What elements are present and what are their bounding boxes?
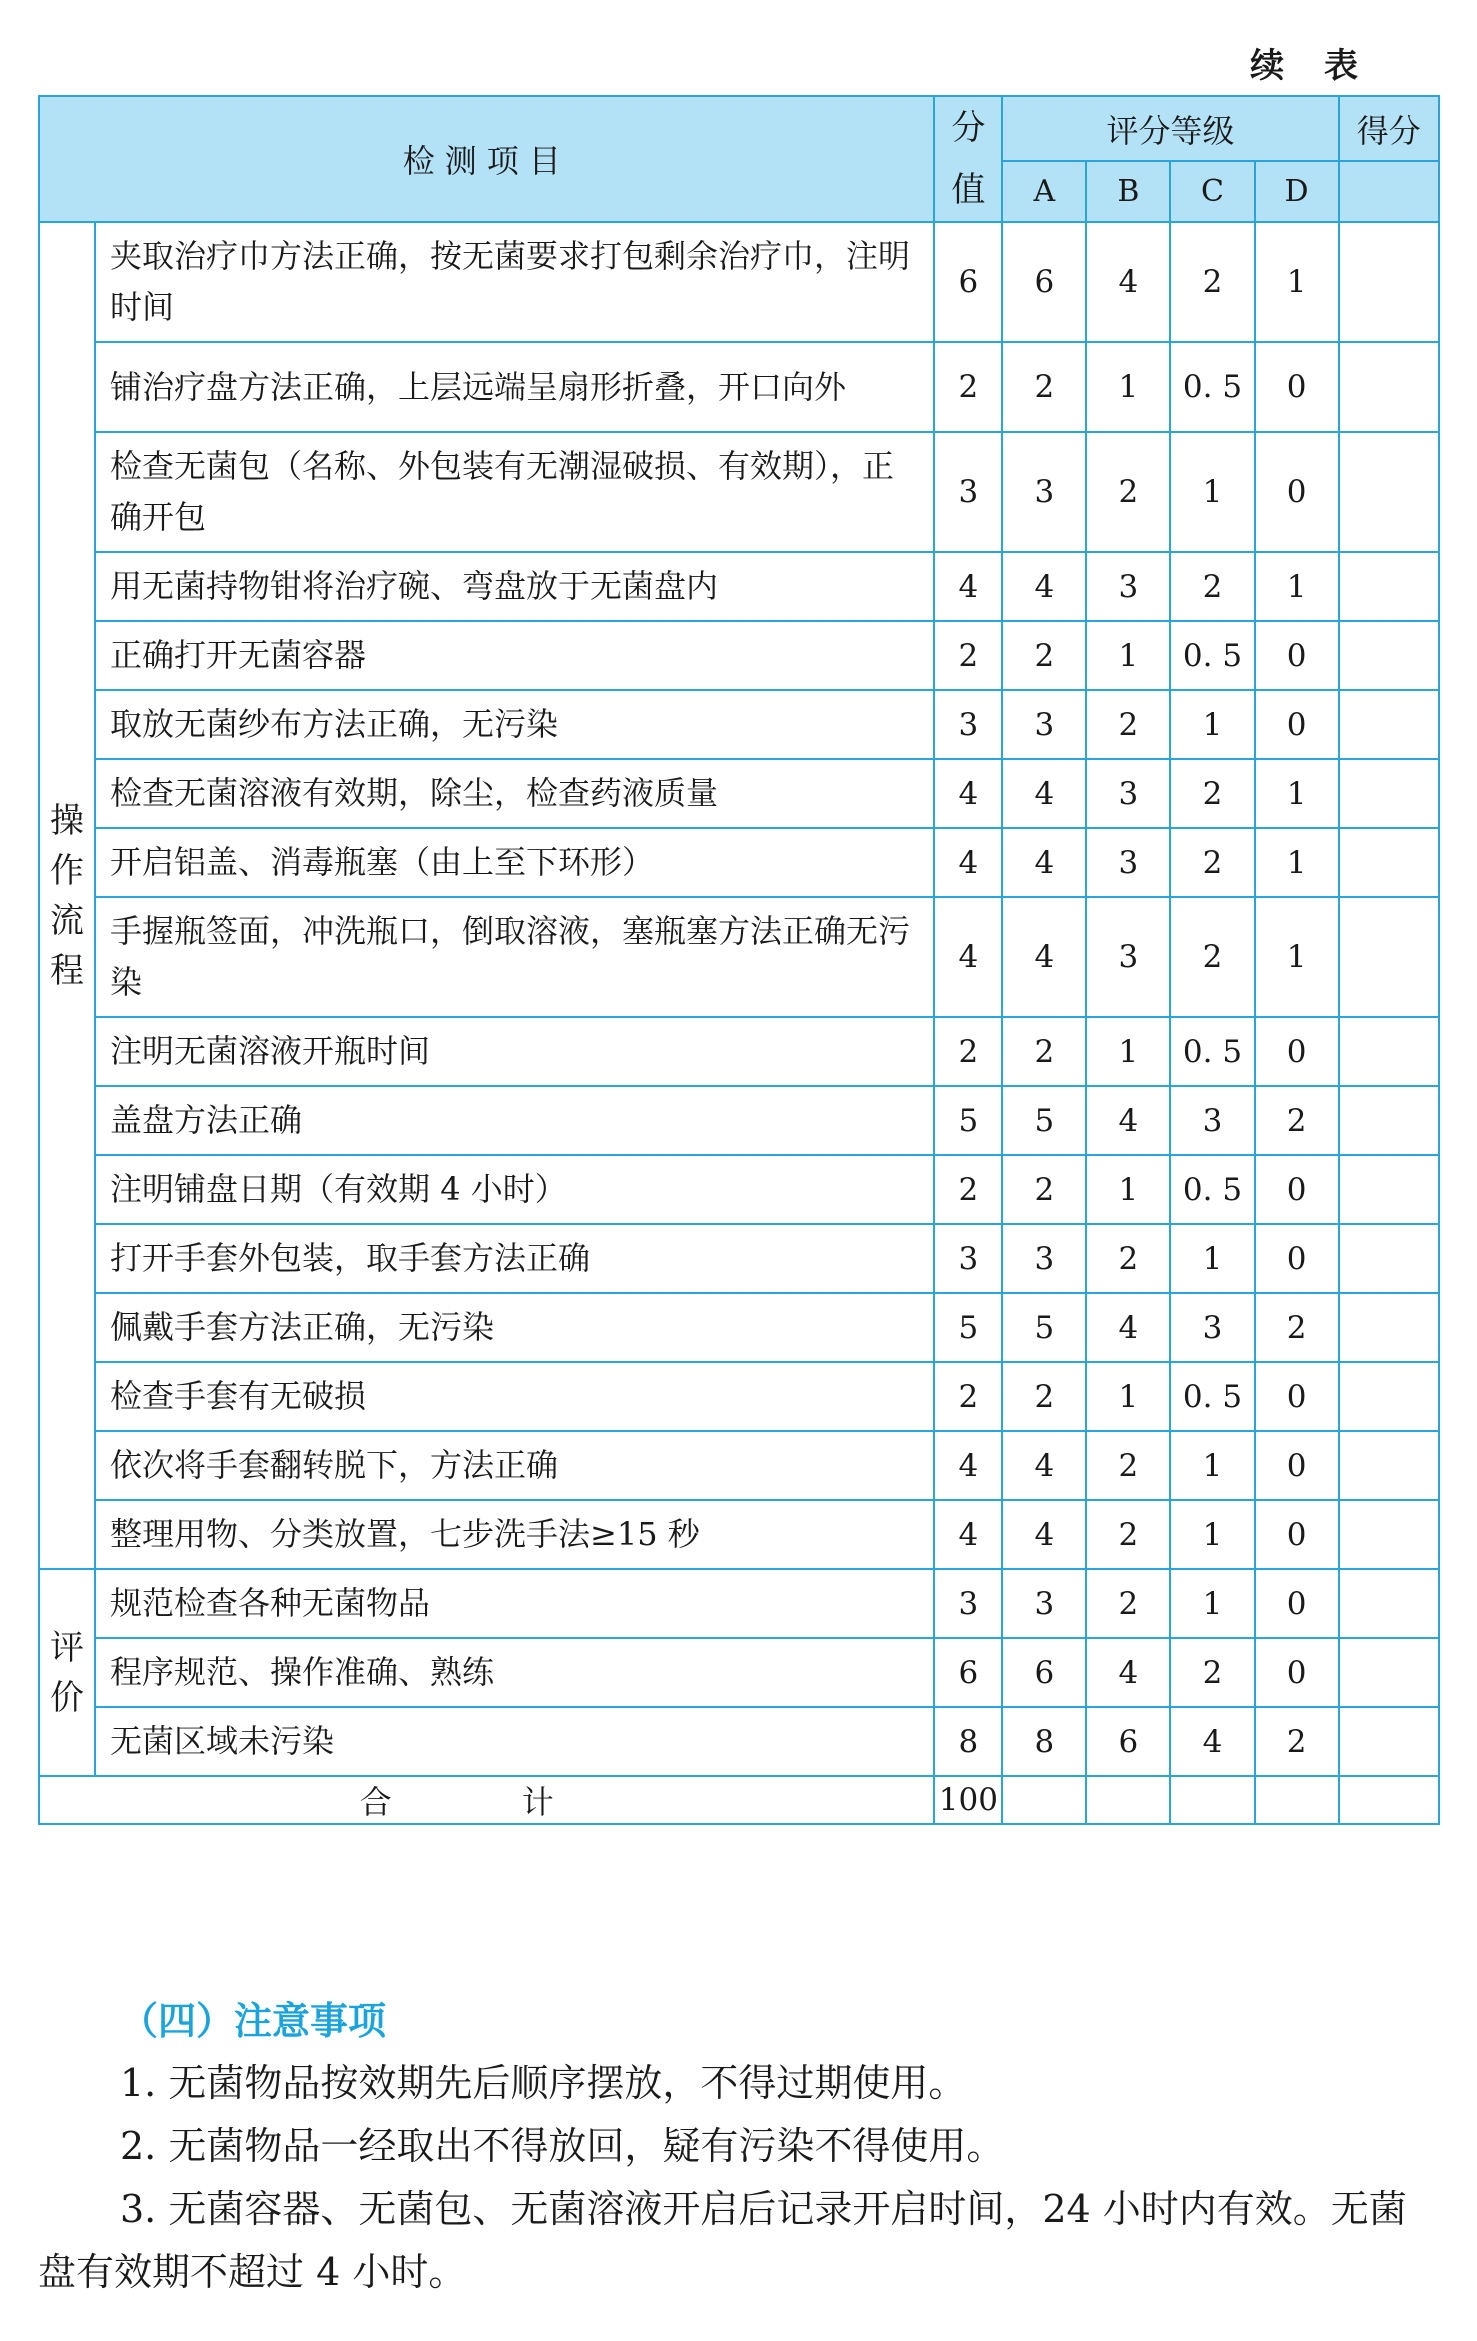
obtained-score-cell xyxy=(1339,621,1439,690)
grade-a-cell: 4 xyxy=(1002,828,1086,897)
grade-c-cell: 2 xyxy=(1170,897,1254,1017)
category-evaluation: 评 价 xyxy=(39,1569,95,1776)
obtained-score-cell xyxy=(1339,1638,1439,1707)
score-value-cell: 3 xyxy=(934,432,1002,552)
scoring-table xyxy=(38,95,1440,1825)
table-row xyxy=(39,1500,1439,1569)
grade-b-cell: 2 xyxy=(1086,1500,1170,1569)
item-cell: 夹取治疗巾方法正确，按无菌要求打包剩余治疗巾，注明时间 xyxy=(95,222,934,342)
table-row xyxy=(39,759,1439,828)
grade-b-cell: 1 xyxy=(1086,1362,1170,1431)
item-cell: 检查无菌包（名称、外包装有无潮湿破损、有效期），正确开包 xyxy=(95,432,934,552)
obtained-score-cell xyxy=(1339,552,1439,621)
total-blank-cell xyxy=(1170,1776,1254,1824)
grade-b-cell: 2 xyxy=(1086,690,1170,759)
obtained-score-cell xyxy=(1339,342,1439,432)
table-row xyxy=(39,552,1439,621)
grade-c-cell: 1 xyxy=(1170,432,1254,552)
table-row xyxy=(39,1155,1439,1224)
item-cell: 注明铺盘日期（有效期 4 小时） xyxy=(95,1155,934,1224)
table-row xyxy=(39,1569,1439,1638)
header-obtained-blank xyxy=(1339,161,1439,222)
grade-d-cell: 1 xyxy=(1255,759,1339,828)
grade-a-cell: 4 xyxy=(1002,1500,1086,1569)
note-item: 3. 无菌容器、无菌包、无菌溶液开启后记录开启时间，24 小时内有效。无菌盘有效期不超过 4 小时。 xyxy=(38,2187,1407,2294)
item-cell: 程序规范、操作准确、熟练 xyxy=(95,1638,934,1707)
table-row xyxy=(39,690,1439,759)
obtained-score-cell xyxy=(1339,759,1439,828)
grade-b-cell: 2 xyxy=(1086,1569,1170,1638)
total-blank-cell xyxy=(1339,1776,1439,1824)
table-row xyxy=(39,828,1439,897)
score-value-cell: 2 xyxy=(934,1362,1002,1431)
item-cell: 注明无菌溶液开瓶时间 xyxy=(95,1017,934,1086)
score-value-cell: 4 xyxy=(934,1500,1002,1569)
obtained-score-cell xyxy=(1339,1155,1439,1224)
header-grade-a: A xyxy=(1002,161,1086,222)
grade-d-cell: 0 xyxy=(1255,1500,1339,1569)
grade-c-cell: 1 xyxy=(1170,690,1254,759)
obtained-score-cell xyxy=(1339,222,1439,342)
item-cell: 无菌区域未污染 xyxy=(95,1707,934,1776)
item-cell: 检查无菌溶液有效期，除尘，检查药液质量 xyxy=(95,759,934,828)
item-cell: 检查手套有无破损 xyxy=(95,1362,934,1431)
header-obtained-score: 得分 xyxy=(1339,96,1439,161)
header-score-value: 分值 xyxy=(934,96,1002,222)
grade-c-cell: 2 xyxy=(1170,552,1254,621)
grade-b-cell: 2 xyxy=(1086,1431,1170,1500)
grade-b-cell: 6 xyxy=(1086,1707,1170,1776)
total-blank-cell xyxy=(1002,1776,1086,1824)
obtained-score-cell xyxy=(1339,1707,1439,1776)
obtained-score-cell xyxy=(1339,690,1439,759)
grade-c-cell: 3 xyxy=(1170,1086,1254,1155)
grade-a-cell: 2 xyxy=(1002,1017,1086,1086)
obtained-score-cell xyxy=(1339,897,1439,1017)
grade-a-cell: 6 xyxy=(1002,222,1086,342)
grade-d-cell: 0 xyxy=(1255,690,1339,759)
grade-d-cell: 0 xyxy=(1255,621,1339,690)
grade-c-cell: 1 xyxy=(1170,1224,1254,1293)
header-grade-d: D xyxy=(1255,161,1339,222)
grade-d-cell: 2 xyxy=(1255,1086,1339,1155)
obtained-score-cell xyxy=(1339,1086,1439,1155)
grade-a-cell: 6 xyxy=(1002,1638,1086,1707)
obtained-score-cell xyxy=(1339,1224,1439,1293)
item-cell: 盖盘方法正确 xyxy=(95,1086,934,1155)
score-value-cell: 4 xyxy=(934,1431,1002,1500)
grade-a-cell: 3 xyxy=(1002,432,1086,552)
table-row xyxy=(39,342,1439,432)
grade-a-cell: 5 xyxy=(1002,1293,1086,1362)
grade-a-cell: 2 xyxy=(1002,1155,1086,1224)
grade-d-cell: 1 xyxy=(1255,552,1339,621)
score-value-cell: 8 xyxy=(934,1707,1002,1776)
obtained-score-cell xyxy=(1339,828,1439,897)
total-label: 合 计 xyxy=(39,1776,934,1824)
grade-d-cell: 0 xyxy=(1255,1431,1339,1500)
grade-a-cell: 3 xyxy=(1002,690,1086,759)
score-value-cell: 4 xyxy=(934,897,1002,1017)
grade-d-cell: 0 xyxy=(1255,1155,1339,1224)
grade-a-cell: 4 xyxy=(1002,1431,1086,1500)
grade-a-cell: 2 xyxy=(1002,1362,1086,1431)
continued-table-label: 续 表 xyxy=(1250,46,1372,86)
grade-a-cell: 3 xyxy=(1002,1569,1086,1638)
header-grade-b: B xyxy=(1086,161,1170,222)
grade-c-cell: 1 xyxy=(1170,1500,1254,1569)
grade-c-cell: 0. 5 xyxy=(1170,342,1254,432)
grade-c-cell: 0. 5 xyxy=(1170,1017,1254,1086)
notes-list xyxy=(38,2052,1440,2304)
score-value-cell: 5 xyxy=(934,1086,1002,1155)
grade-c-cell: 0. 5 xyxy=(1170,1362,1254,1431)
table-row xyxy=(39,1362,1439,1431)
grade-c-cell: 2 xyxy=(1170,828,1254,897)
grade-b-cell: 2 xyxy=(1086,1224,1170,1293)
grade-b-cell: 4 xyxy=(1086,1638,1170,1707)
grade-d-cell: 0 xyxy=(1255,342,1339,432)
grade-a-cell: 4 xyxy=(1002,759,1086,828)
grade-b-cell: 3 xyxy=(1086,828,1170,897)
obtained-score-cell xyxy=(1339,1569,1439,1638)
obtained-score-cell xyxy=(1339,1431,1439,1500)
header-grade-level: 评分等级 xyxy=(1002,96,1338,161)
grade-d-cell: 2 xyxy=(1255,1293,1339,1362)
table-row xyxy=(39,897,1439,1017)
grade-b-cell: 1 xyxy=(1086,621,1170,690)
item-cell: 规范检查各种无菌物品 xyxy=(95,1569,934,1638)
obtained-score-cell xyxy=(1339,432,1439,552)
grade-c-cell: 0. 5 xyxy=(1170,621,1254,690)
score-value-cell: 3 xyxy=(934,1569,1002,1638)
table-row xyxy=(39,1017,1439,1086)
item-cell: 用无菌持物钳将治疗碗、弯盘放于无菌盘内 xyxy=(95,552,934,621)
total-blank-cell xyxy=(1255,1776,1339,1824)
note-item: 1. 无菌物品按效期先后顺序摆放，不得过期使用。 xyxy=(120,2061,967,2105)
table-row xyxy=(39,432,1439,552)
grade-c-cell: 1 xyxy=(1170,1569,1254,1638)
table-row xyxy=(39,222,1439,342)
grade-a-cell: 5 xyxy=(1002,1086,1086,1155)
item-cell: 铺治疗盘方法正确，上层远端呈扇形折叠，开口向外 xyxy=(95,342,934,432)
grade-d-cell: 2 xyxy=(1255,1707,1339,1776)
item-cell: 正确打开无菌容器 xyxy=(95,621,934,690)
item-cell: 佩戴手套方法正确，无污染 xyxy=(95,1293,934,1362)
score-value-cell: 3 xyxy=(934,1224,1002,1293)
grade-d-cell: 0 xyxy=(1255,1638,1339,1707)
total-row xyxy=(39,1776,1439,1824)
score-value-cell: 4 xyxy=(934,552,1002,621)
score-value-cell: 4 xyxy=(934,759,1002,828)
grade-d-cell: 1 xyxy=(1255,828,1339,897)
grade-c-cell: 2 xyxy=(1170,222,1254,342)
score-value-cell: 6 xyxy=(934,1638,1002,1707)
grade-a-cell: 2 xyxy=(1002,621,1086,690)
score-value-cell: 3 xyxy=(934,690,1002,759)
note-item: 2. 无菌物品一经取出不得放回，疑有污染不得使用。 xyxy=(120,2124,1005,2168)
grade-a-cell: 2 xyxy=(1002,342,1086,432)
table-row xyxy=(39,621,1439,690)
grade-a-cell: 4 xyxy=(1002,897,1086,1017)
grade-c-cell: 0. 5 xyxy=(1170,1155,1254,1224)
grade-a-cell: 4 xyxy=(1002,552,1086,621)
obtained-score-cell xyxy=(1339,1017,1439,1086)
grade-b-cell: 1 xyxy=(1086,1155,1170,1224)
score-value-cell: 4 xyxy=(934,828,1002,897)
grade-a-cell: 3 xyxy=(1002,1224,1086,1293)
item-cell: 依次将手套翻转脱下，方法正确 xyxy=(95,1431,934,1500)
item-cell: 整理用物、分类放置，七步洗手法≥15 秒 xyxy=(95,1500,934,1569)
header-grade-c: C xyxy=(1170,161,1254,222)
grade-c-cell: 3 xyxy=(1170,1293,1254,1362)
item-cell: 手握瓶签面，冲洗瓶口，倒取溶液，塞瓶塞方法正确无污染 xyxy=(95,897,934,1017)
table-row xyxy=(39,1638,1439,1707)
table-row xyxy=(39,1293,1439,1362)
grade-b-cell: 3 xyxy=(1086,897,1170,1017)
total-blank-cell xyxy=(1086,1776,1170,1824)
grade-b-cell: 4 xyxy=(1086,1293,1170,1362)
grade-c-cell: 1 xyxy=(1170,1431,1254,1500)
grade-d-cell: 1 xyxy=(1255,897,1339,1017)
obtained-score-cell xyxy=(1339,1500,1439,1569)
grade-d-cell: 0 xyxy=(1255,1017,1339,1086)
score-value-cell: 6 xyxy=(934,222,1002,342)
header-item: 检测项目 xyxy=(39,96,934,222)
table-row xyxy=(39,1431,1439,1500)
grade-b-cell: 4 xyxy=(1086,1086,1170,1155)
score-value-cell: 2 xyxy=(934,342,1002,432)
score-value-cell: 5 xyxy=(934,1293,1002,1362)
score-value-cell: 2 xyxy=(934,1017,1002,1086)
grade-d-cell: 0 xyxy=(1255,432,1339,552)
item-cell: 打开手套外包装，取手套方法正确 xyxy=(95,1224,934,1293)
score-value-cell: 2 xyxy=(934,621,1002,690)
grade-b-cell: 3 xyxy=(1086,552,1170,621)
grade-c-cell: 4 xyxy=(1170,1707,1254,1776)
score-value-cell: 2 xyxy=(934,1155,1002,1224)
category-operation: 操 作 流 程 xyxy=(39,222,95,1569)
obtained-score-cell xyxy=(1339,1293,1439,1362)
notes-section-title: （四）注意事项 xyxy=(120,1999,387,2043)
grade-c-cell: 2 xyxy=(1170,1638,1254,1707)
table-row xyxy=(39,1086,1439,1155)
obtained-score-cell xyxy=(1339,1362,1439,1431)
grade-d-cell: 1 xyxy=(1255,222,1339,342)
grade-c-cell: 2 xyxy=(1170,759,1254,828)
total-score: 100 xyxy=(934,1776,1002,1824)
item-cell: 开启铝盖、消毒瓶塞（由上至下环形） xyxy=(95,828,934,897)
table-row xyxy=(39,1707,1439,1776)
item-cell: 取放无菌纱布方法正确，无污染 xyxy=(95,690,934,759)
grade-d-cell: 0 xyxy=(1255,1362,1339,1431)
grade-b-cell: 2 xyxy=(1086,432,1170,552)
grade-b-cell: 3 xyxy=(1086,759,1170,828)
grade-b-cell: 4 xyxy=(1086,222,1170,342)
grade-a-cell: 8 xyxy=(1002,1707,1086,1776)
table-row xyxy=(39,1224,1439,1293)
grade-b-cell: 1 xyxy=(1086,1017,1170,1086)
grade-b-cell: 1 xyxy=(1086,342,1170,432)
grade-d-cell: 0 xyxy=(1255,1224,1339,1293)
grade-d-cell: 0 xyxy=(1255,1569,1339,1638)
